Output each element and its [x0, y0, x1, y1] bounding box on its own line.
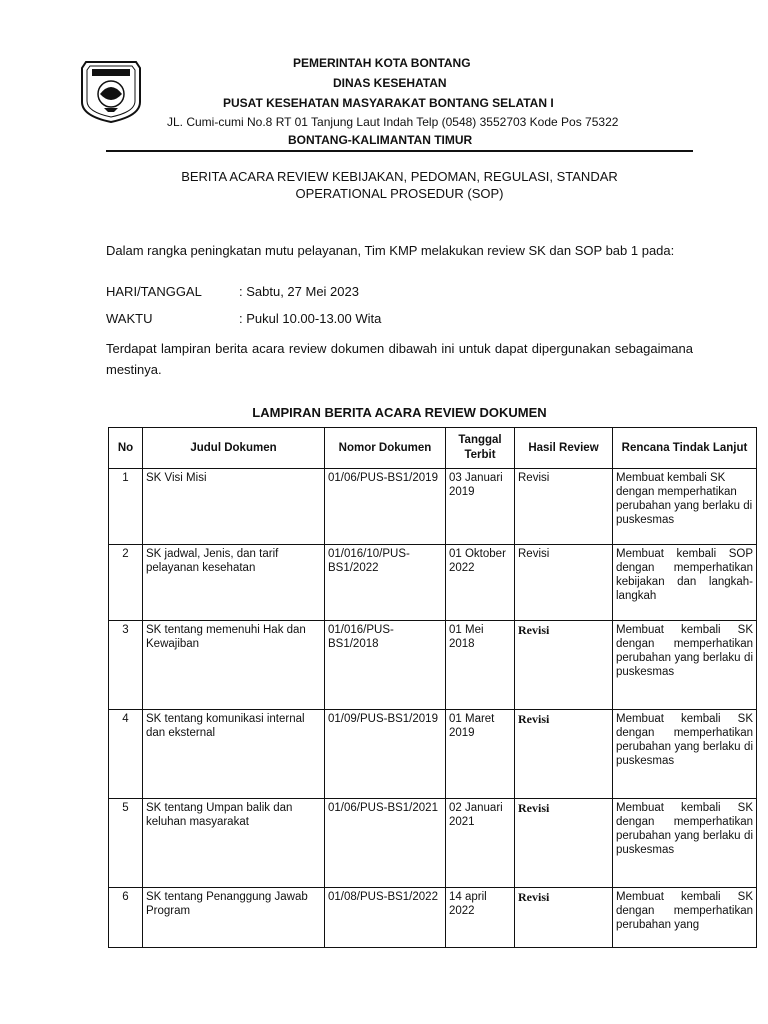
cell-result: Revisi [515, 710, 613, 799]
attachment-title: LAMPIRAN BERITA ACARA REVIEW DOKUMEN [252, 405, 547, 420]
cell-action: Membuat kembali SK dengan memperhatikan perubahan yang berlaku di puskesmas [613, 621, 757, 710]
header-action: Rencana Tindak Lanjut [613, 428, 757, 469]
header-date: Tanggal Terbit [446, 428, 515, 469]
letterhead-address: JL. Cumi-cumi No.8 RT 01 Tanjung Laut Indah Telp (0548) 3552703 Kode Pos 75322 [167, 115, 619, 129]
cell-no: 4 [109, 710, 143, 799]
table-row [109, 799, 757, 888]
document-title-line-2: OPERATIONAL PROSEDUR (SOP) [295, 186, 504, 201]
time-label: WAKTU [106, 311, 153, 326]
cell-number: 01/06/PUS-BS1/2019 [325, 469, 446, 545]
cell-date: 01 Maret 2019 [446, 710, 515, 799]
cell-action: Membuat kembali SK dengan memperhatikan perubahan yang berlaku di puskesmas [613, 710, 757, 799]
header-number: Nomor Dokumen [325, 428, 446, 469]
document-title-line-1: BERITA ACARA REVIEW KEBIJAKAN, PEDOMAN, REGULASI, STANDAR [181, 169, 618, 184]
cell-title: SK tentang memenuhi Hak dan Kewajiban [143, 621, 325, 710]
cell-no: 1 [109, 469, 143, 545]
review-table [108, 427, 757, 948]
letterhead-facility: PUSAT KESEHATAN MASYARAKAT BONTANG SELATAN I [223, 96, 554, 110]
time-value: : Pukul 10.00-13.00 Wita [239, 311, 382, 326]
cell-action: Membuat kembali SOP dengan memperhatikan kebijakan dan langkah-langkah [613, 545, 757, 621]
table-row [109, 621, 757, 710]
letterhead-government: PEMERINTAH KOTA BONTANG [293, 56, 471, 70]
table-header-row [109, 428, 757, 469]
cell-number: 01/08/PUS-BS1/2022 [325, 888, 446, 948]
cell-result: Revisi [515, 621, 613, 710]
cell-date: 01 Oktober 2022 [446, 545, 515, 621]
header-result: Hasil Review [515, 428, 613, 469]
cell-result: Revisi [515, 888, 613, 948]
cell-date: 01 Mei 2018 [446, 621, 515, 710]
date-field [106, 284, 359, 299]
letterhead-city: BONTANG-KALIMANTAN TIMUR [288, 133, 473, 147]
cell-date: 02 Januari 2021 [446, 799, 515, 888]
cell-no: 3 [109, 621, 143, 710]
cell-no: 6 [109, 888, 143, 948]
cell-number: 01/016/PUS-BS1/2018 [325, 621, 446, 710]
cell-title: SK jadwal, Jenis, dan tarif pelayanan kesehatan [143, 545, 325, 621]
date-value: : Sabtu, 27 Mei 2023 [239, 284, 359, 299]
cell-action: Membuat kembali SK dengan memperhatikan perubahan yang berlaku di puskesmas [613, 799, 757, 888]
closing-paragraph: Terdapat lampiran berita acara review dokumen dibawah ini untuk dapat dipergunakan sebagaimana mestinya. [106, 341, 693, 377]
time-field [106, 311, 381, 326]
table-row [109, 545, 757, 621]
cell-date: 14 april 2022 [446, 888, 515, 948]
cell-title: SK tentang komunikasi internal dan eksternal [143, 710, 325, 799]
cell-action: Membuat kembali SK dengan memperhatikan perubahan yang berlaku di puskesmas [613, 469, 757, 545]
header-title: Judul Dokumen [143, 428, 325, 469]
cell-date: 03 Januari 2019 [446, 469, 515, 545]
cell-action: Membuat kembali SK dengan memperhatikan perubahan yang [613, 888, 757, 948]
cell-title: SK tentang Penanggung Jawab Program [143, 888, 325, 948]
cell-number: 01/016/10/PUS-BS1/2022 [325, 545, 446, 621]
table-row [109, 888, 757, 948]
cell-result: Revisi [515, 469, 613, 545]
cell-title: SK Visi Misi [143, 469, 325, 545]
cell-no: 2 [109, 545, 143, 621]
cell-no: 5 [109, 799, 143, 888]
cell-result: Revisi [515, 799, 613, 888]
header-no: No [109, 428, 143, 469]
cell-number: 01/06/PUS-BS1/2021 [325, 799, 446, 888]
cell-number: 01/09/PUS-BS1/2019 [325, 710, 446, 799]
date-label: HARI/TANGGAL [106, 284, 202, 299]
intro-paragraph: Dalam rangka peningkatan mutu pelayanan, Tim KMP melakukan review SK dan SOP bab 1 pada: [106, 243, 675, 258]
table-row [109, 469, 757, 545]
letterhead-agency: DINAS KESEHATAN [333, 76, 447, 90]
table-row [109, 710, 757, 799]
cell-title: SK tentang Umpan balik dan keluhan masyarakat [143, 799, 325, 888]
document-title [106, 168, 693, 202]
letterhead-divider [106, 150, 693, 152]
city-emblem-logo [78, 58, 144, 124]
cell-result: Revisi [515, 545, 613, 621]
